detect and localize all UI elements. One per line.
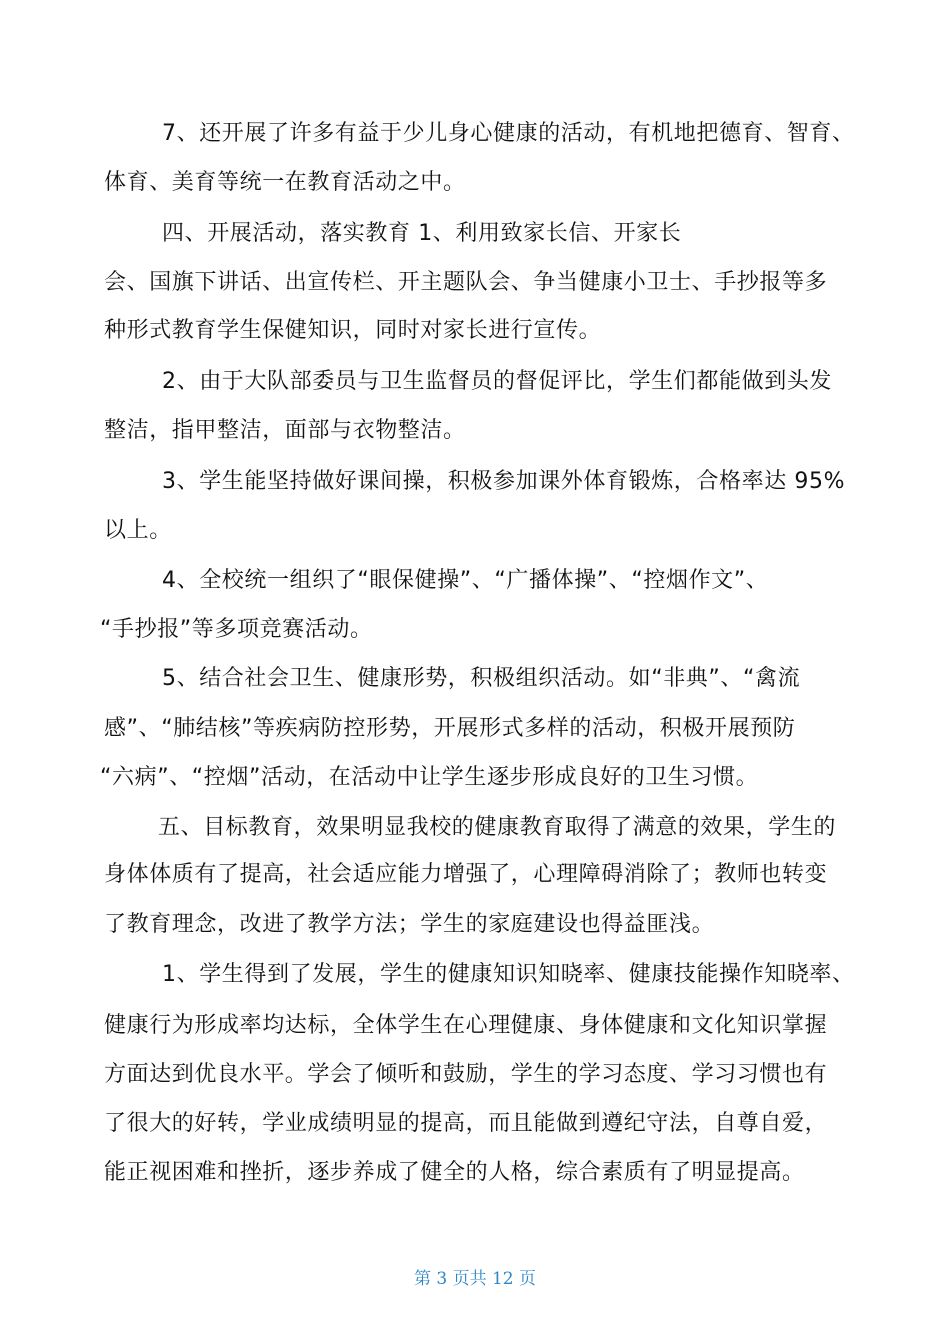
text-line: “六病”、“控烟”活动，在活动中让学生逐步形成良好的卫生习惯。	[100, 765, 759, 790]
text-line: 会、国旗下讲话、出宣传栏、开主题队会、争当健康小卫士、手抄报等多	[104, 270, 828, 295]
text-line: 7、还开展了许多有益于少儿身心健康的活动，有机地把德育、智育、	[162, 121, 855, 146]
text-line: 5、结合社会卫生、健康形势，积极组织活动。如“非典”、“禽流	[162, 666, 801, 691]
text-line: 能正视困难和挫折，逐步养成了健全的人格，综合素质有了明显提高。	[104, 1160, 805, 1185]
text-line: 4、全校统一组织了“眼保健操”、“广播体操”、“控烟作文”、	[162, 568, 769, 593]
text-line: 整洁，指甲整洁，面部与衣物整洁。	[104, 418, 466, 443]
page-number-footer: 第 3 页共 12 页	[413, 1269, 537, 1289]
text-line: 种形式教育学生保健知识，同时对家长进行宣传。	[104, 318, 602, 343]
text-line: 了很大的好转，学业成绩明显的提高，而且能做到遵纪守法，自尊自爱，	[104, 1111, 828, 1136]
text-line: 了教育理念，改进了教学方法；学生的家庭建设也得益匪浅。	[104, 912, 715, 937]
text-line: 体育、美育等统一在教育活动之中。	[104, 170, 466, 195]
text-line: 以上。	[104, 518, 172, 543]
text-line: 1、学生得到了发展，学生的健康知识知晓率、健康技能操作知晓率、	[162, 962, 855, 987]
text-line: 五、目标教育，效果明显我校的健康教育取得了满意的效果，学生的	[158, 815, 837, 840]
text-line: 身体体质有了提高，社会适应能力增强了，心理障碍消除了；教师也转变	[104, 862, 828, 887]
text-line: “手抄报”等多项竞赛活动。	[100, 617, 373, 642]
text-line: 2、由于大队部委员与卫生监督员的督促评比，学生们都能做到头发	[162, 369, 832, 394]
text-line: 四、开展活动，落实教育 1、利用致家长信、开家长	[162, 221, 682, 246]
text-line: 3、学生能坚持做好课间操，积极参加课外体育锻炼，合格率达 95%	[162, 469, 846, 494]
text-line: 方面达到优良水平。学会了倾听和鼓励，学生的学习态度、学习习惯也有	[104, 1062, 828, 1087]
text-line: 健康行为形成率均达标，全体学生在心理健康、身体健康和文化知识掌握	[104, 1013, 828, 1038]
text-line: 感”、“肺结核”等疾病防控形势，开展形式多样的活动，积极开展预防	[104, 716, 796, 741]
